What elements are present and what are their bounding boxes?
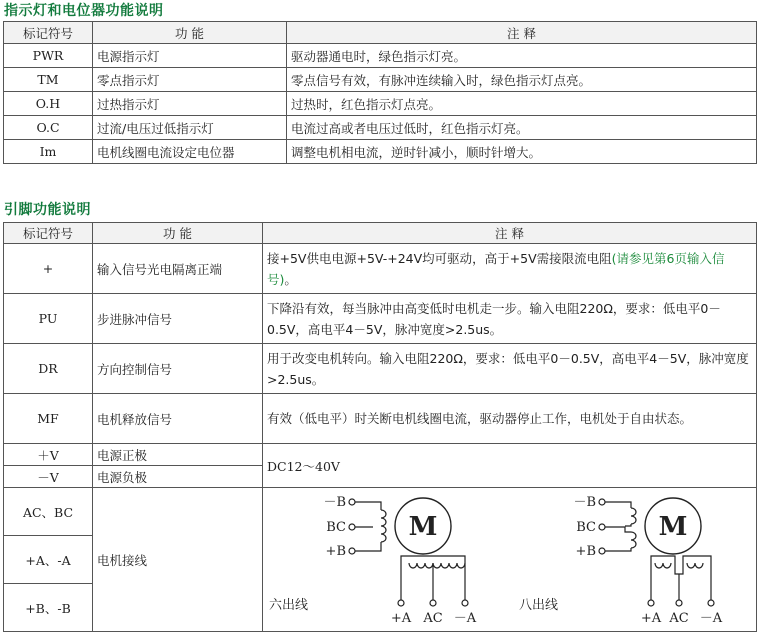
row-note: 过热时，红色指示灯点亮。 (287, 92, 757, 116)
header-function: 功 能 (93, 223, 263, 244)
terminal-label: －B (573, 495, 596, 510)
terminal-icon (349, 524, 355, 530)
terminal-icon (599, 524, 605, 530)
row-function: 电机释放信号 (93, 394, 263, 444)
row-code: Im (4, 140, 93, 164)
row-note: 电流过高或者电压过低时，红色指示灯亮。 (287, 116, 757, 140)
row-code: O.H (4, 92, 93, 116)
terminal-icon (708, 600, 714, 606)
terminal-label: －A (453, 611, 477, 626)
wiring-diagram (263, 488, 758, 631)
row-code: MF (4, 394, 93, 444)
row-function: 电机线圈电流设定电位器 (93, 140, 287, 164)
terminal-label: －B (323, 495, 346, 510)
row-note: 用于改变电机转向。输入电阻220Ω，要求：低电平0－0.5V，高电平4－5V，脉冲宽度>2.5us。 (263, 344, 757, 394)
row-code: ＋V (4, 444, 93, 466)
row-note: 下降沿有效，每当脉冲由高变低时电机走一步。输入电阻220Ω，要求：低电平0－0.5V，高电平4－5V，脉冲宽度>2.5us。 (263, 294, 757, 344)
row-code: AC、BC (4, 488, 93, 536)
motor-label: M (658, 512, 688, 542)
terminal-label: AC (423, 611, 443, 626)
row-note: 调整电机相电流，逆时针减小，顺时针增大。 (287, 140, 757, 164)
row-code: DR (4, 344, 93, 394)
terminal-icon (398, 600, 404, 606)
terminal-label: +A (640, 611, 662, 626)
table-row (4, 444, 757, 466)
power-note: DC12～40V (263, 444, 757, 488)
header-note: 注 释 (263, 223, 757, 244)
section-title-indicators: 指示灯和电位器功能说明 (4, 3, 164, 19)
table-row (4, 294, 757, 344)
row-note: 有效（低电平）时关断电机线圈电流，驱动器停止工作，电机处于自由状态。 (263, 394, 757, 444)
row-note: 驱动器通电时，绿色指示灯亮。 (287, 44, 757, 68)
row-function: 步进脉冲信号 (93, 294, 263, 344)
row-function: 方向控制信号 (93, 344, 263, 394)
row-function: 电源正极 (93, 444, 263, 466)
row-function: 过热指示灯 (93, 92, 287, 116)
row-function: 过流/电压过低指示灯 (93, 116, 287, 140)
table-row (4, 344, 757, 394)
row-function: 输入信号光电隔离正端 (93, 244, 263, 294)
row-code: + (4, 244, 93, 294)
note-link[interactable]: (请参见第6页输入信号) (267, 250, 725, 287)
terminal-icon (599, 548, 605, 554)
terminal-label: +A (390, 611, 412, 626)
table-row (4, 68, 757, 92)
motor-label: M (408, 512, 438, 542)
terminal-label: BC (576, 520, 596, 535)
terminal-label: +B (325, 544, 346, 559)
terminal-label: AC (669, 611, 689, 626)
table-row (4, 92, 757, 116)
header-function: 功 能 (93, 22, 287, 44)
header-note: 注 释 (287, 22, 757, 44)
row-code: －V (4, 466, 93, 488)
motor-function: 电机接线 (93, 488, 263, 632)
terminal-icon (648, 600, 654, 606)
row-note: 零点信号有效，有脉冲连续输入时，绿色指示灯点亮。 (287, 68, 757, 92)
terminal-icon (349, 548, 355, 554)
indicator-table (3, 21, 757, 164)
eight-wire-diagram (599, 498, 714, 606)
terminal-icon (676, 600, 682, 606)
terminal-icon (430, 600, 436, 606)
table-row (4, 394, 757, 444)
section-title-pins: 引脚功能说明 (4, 202, 91, 218)
row-code: TM (4, 68, 93, 92)
terminal-icon (462, 600, 468, 606)
row-note (263, 244, 757, 294)
terminal-label: +B (575, 544, 596, 559)
row-code: PU (4, 294, 93, 344)
row-function: 零点指示灯 (93, 68, 287, 92)
row-function: 电源指示灯 (93, 44, 287, 68)
header-code: 标记符号 (4, 223, 93, 244)
terminal-icon (349, 499, 355, 505)
eight-wire-caption: 八出线 (519, 598, 559, 613)
wiring-diagram-cell (263, 488, 757, 632)
terminal-icon (599, 499, 605, 505)
table-row (4, 140, 757, 164)
header-code: 标记符号 (4, 22, 93, 44)
table-row (4, 244, 757, 294)
table-row (4, 488, 757, 536)
row-code: PWR (4, 44, 93, 68)
note-end: 。 (284, 271, 297, 287)
six-wire-caption: 六出线 (269, 598, 309, 613)
note-text: 接+5V供电电源+5V-+24V均可驱动，高于+5V需接限流电阻 (267, 250, 612, 266)
row-code: +A、-A (4, 536, 93, 584)
row-code: O.C (4, 116, 93, 140)
table-row (4, 44, 757, 68)
terminal-label: －A (699, 611, 723, 626)
terminal-label: BC (326, 520, 346, 535)
row-code: +B、-B (4, 584, 93, 632)
table-row (4, 116, 757, 140)
pin-table (3, 222, 757, 632)
row-function: 电源负极 (93, 466, 263, 488)
